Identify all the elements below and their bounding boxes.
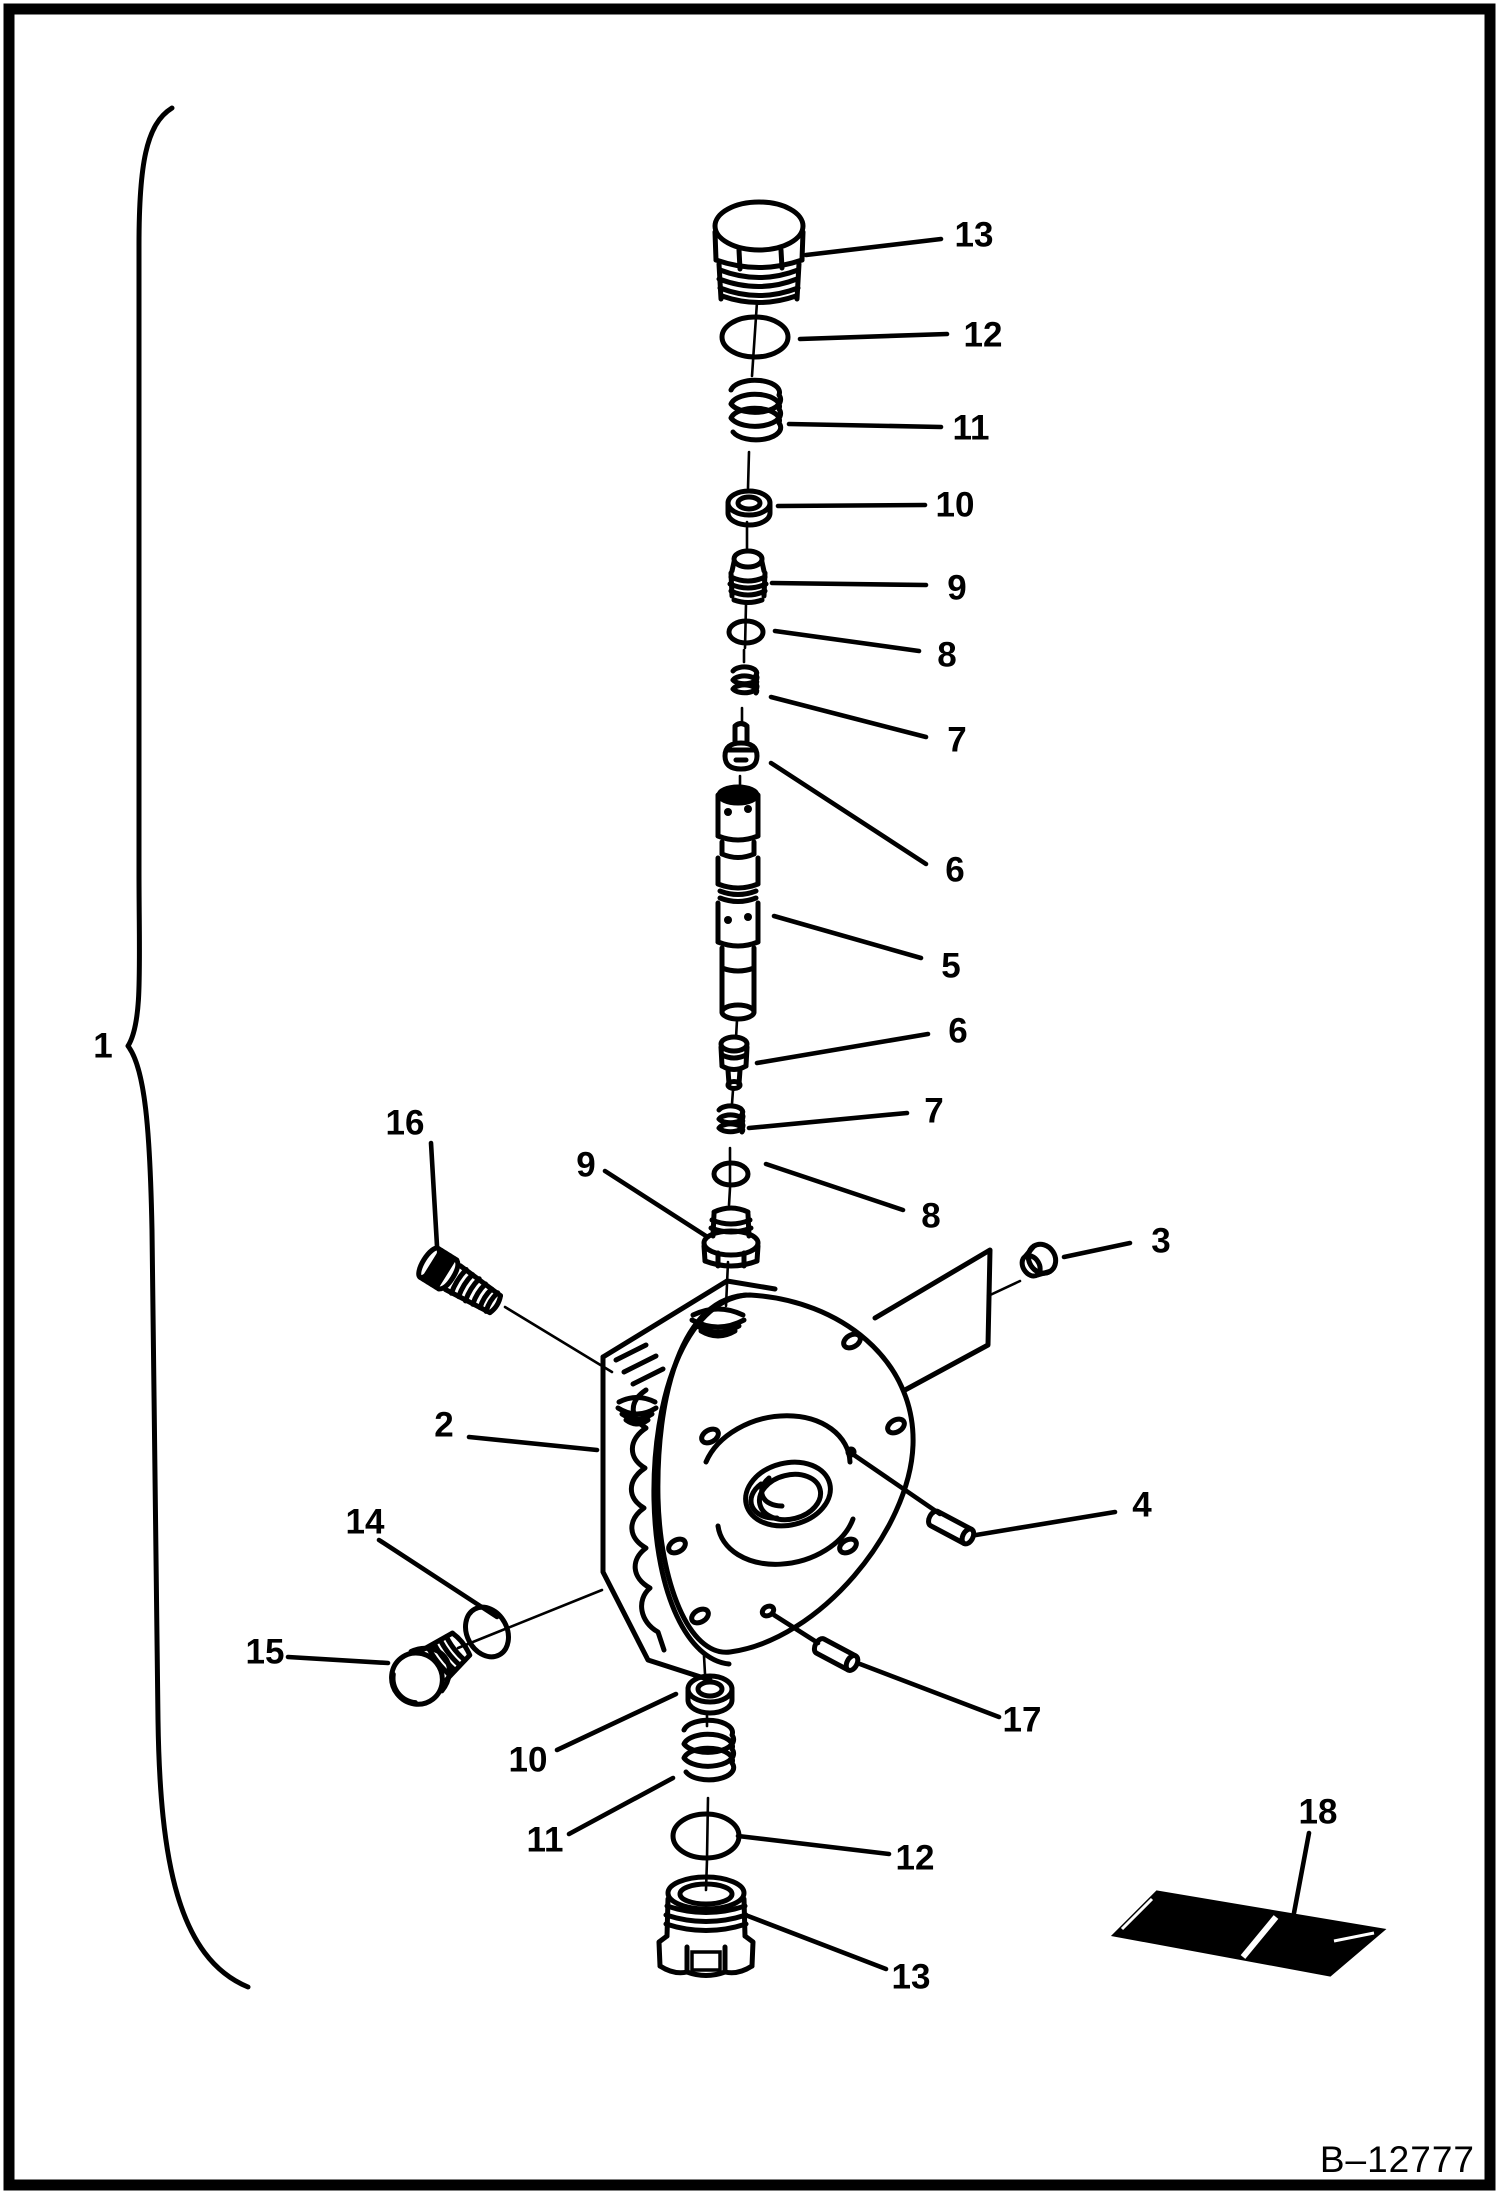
callout-labels (93, 216, 1337, 1997)
callout-17-24: 17 (1002, 1700, 1042, 1740)
washer-top (728, 491, 770, 525)
callout-1-0: 1 (93, 1026, 113, 1066)
callout-2-1: 2 (434, 1405, 454, 1445)
callout-8-9: 8 (937, 635, 957, 675)
page-border (9, 9, 1490, 2185)
spring-top (731, 380, 781, 440)
decal-18 (1114, 1892, 1383, 1975)
callout-13-19: 13 (954, 215, 994, 255)
plug-3 (1016, 1239, 1061, 1283)
callout-10-14: 10 (508, 1740, 548, 1780)
threaded-seat-bottom (704, 1208, 758, 1266)
callout-15-22: 15 (245, 1632, 285, 1672)
washer-bottom (688, 1676, 732, 1713)
threaded-seat-top (730, 551, 766, 603)
callout-7-8: 7 (924, 1091, 944, 1131)
poppet-bottom (721, 1037, 747, 1089)
assembly-brace (128, 108, 248, 1987)
leader-lines (288, 239, 1309, 1969)
cap-screw-16 (415, 1245, 506, 1319)
housing-cover (654, 1295, 913, 1664)
callout-5-4: 5 (941, 946, 961, 986)
callout-14-21: 14 (345, 1502, 385, 1542)
spool (718, 786, 758, 1019)
poppet-top (725, 724, 757, 770)
callout-16-23: 16 (385, 1103, 425, 1143)
hex-plug-top (715, 202, 803, 303)
pin-4 (926, 1509, 976, 1546)
spring-small-top (733, 667, 757, 693)
callout-9-12: 9 (576, 1145, 596, 1185)
drawing-number: B–12777 (1319, 2139, 1475, 2180)
callout-3-2: 3 (1151, 1221, 1171, 1261)
hex-plug-bottom (659, 1877, 753, 1976)
spring-bottom (684, 1720, 734, 1780)
hex-plug-15 (381, 1622, 478, 1714)
callout-13-20: 13 (891, 1957, 931, 1997)
callout-6-5: 6 (945, 850, 965, 890)
callout-10-13: 10 (935, 485, 975, 525)
callout-18-25: 18 (1298, 1792, 1338, 1832)
spring-small-bottom (719, 1106, 743, 1132)
callout-6-6: 6 (948, 1011, 968, 1051)
callout-7-7: 7 (947, 720, 967, 760)
callout-4-3: 4 (1132, 1485, 1152, 1525)
callout-12-17: 12 (963, 315, 1003, 355)
callout-9-11: 9 (947, 568, 967, 608)
callout-11-16: 11 (526, 1820, 564, 1860)
callout-11-15: 11 (952, 408, 990, 448)
callout-12-18: 12 (895, 1838, 935, 1878)
callout-8-10: 8 (921, 1196, 941, 1236)
